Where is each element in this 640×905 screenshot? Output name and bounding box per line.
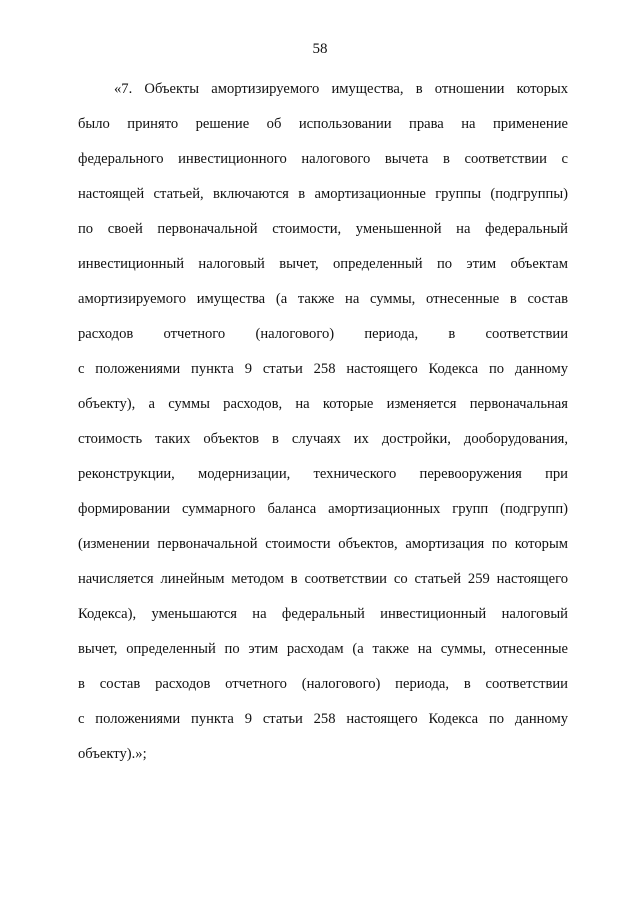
text-line: настоящей статьей, включаются в амортизационные группы (подгруппы) [78, 186, 568, 202]
text-line: Кодекса), уменьшаются на федеральный инвестиционный налоговый [78, 606, 568, 622]
text-line: объекту).»; [78, 746, 147, 762]
text-line: (изменении первоначальной стоимости объектов, амортизация по которым [78, 536, 568, 552]
text-line: начисляется линейным методом в соответствии со статьей 259 настоящего [78, 571, 568, 587]
text-line: в состав расходов отчетного (налогового) периода, в соответствии [78, 676, 568, 692]
text-line: стоимость таких объектов в случаях их достройки, дооборудования, [78, 431, 568, 447]
text-line: с положениями пункта 9 статьи 258 настоящего Кодекса по данному [78, 711, 568, 727]
text-line: реконструкции, модернизации, технического перевооружения при [78, 466, 568, 482]
text-line: федерального инвестиционного налогового вычета в соответствии с [78, 151, 568, 167]
text-line: формировании суммарного баланса амортизационных групп (подгрупп) [78, 501, 568, 517]
text-line: вычет, определенный по этим расходам (а также на суммы, отнесенные [78, 641, 568, 657]
page-number: 58 [312, 41, 328, 57]
text-line: расходов отчетного (налогового) периода, в соответствии [78, 326, 568, 342]
text-line: было принято решение об использовании права на применение [78, 116, 568, 132]
text-line: инвестиционный налоговый вычет, определенный по этим объектам [78, 256, 568, 272]
text-line: с положениями пункта 9 статьи 258 настоящего Кодекса по данному [78, 361, 568, 377]
text-line: амортизируемого имущества (а также на суммы, отнесенные в состав [78, 291, 568, 307]
paragraph-7 [78, 78, 568, 778]
text-line: «7. Объекты амортизируемого имущества, в отношении которых [114, 81, 568, 97]
text-line: по своей первоначальной стоимости, уменьшенной на федеральный [78, 221, 568, 237]
text-line: объекту), а суммы расходов, на которые изменяется первоначальная [78, 396, 568, 412]
